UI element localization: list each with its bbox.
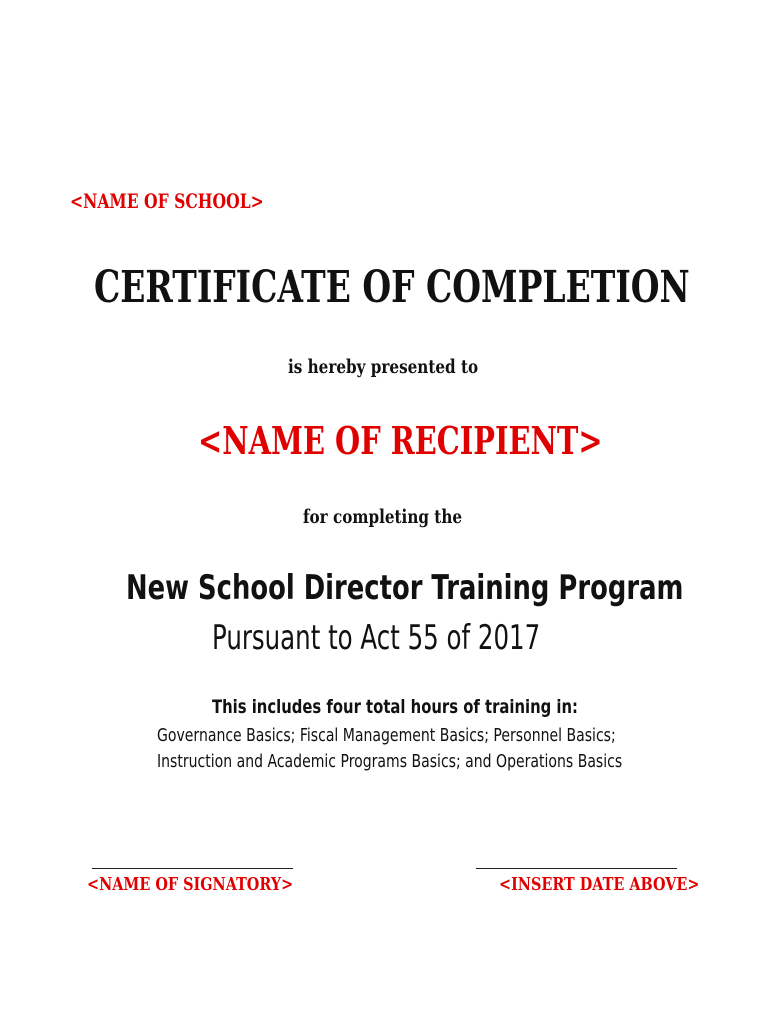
school-name: <NAME OF SCHOOL> bbox=[70, 189, 264, 213]
program-name: New School Director Training Program bbox=[126, 568, 684, 608]
completing-text: for completing the bbox=[303, 506, 463, 528]
training-topics-line-2: Instruction and Academic Programs Basics; and Operations Basics bbox=[157, 751, 623, 772]
program-act: Pursuant to Act 55 of 2017 bbox=[212, 618, 541, 658]
date-signature-line bbox=[476, 868, 677, 869]
recipient-name: <NAME OF RECIPIENT> bbox=[198, 418, 603, 463]
presented-to-text: is hereby presented to bbox=[288, 356, 479, 378]
certificate-title: CERTIFICATE OF COMPLETION bbox=[94, 262, 690, 313]
training-topics-line-1: Governance Basics; Fiscal Management Basics; Personnel Basics; bbox=[157, 725, 616, 746]
signatory-name: <NAME OF SIGNATORY> bbox=[87, 874, 294, 895]
training-hours-heading: This includes four total hours of training in: bbox=[212, 696, 578, 718]
date-label: <INSERT DATE ABOVE> bbox=[499, 874, 700, 895]
signatory-signature-line bbox=[92, 868, 293, 869]
